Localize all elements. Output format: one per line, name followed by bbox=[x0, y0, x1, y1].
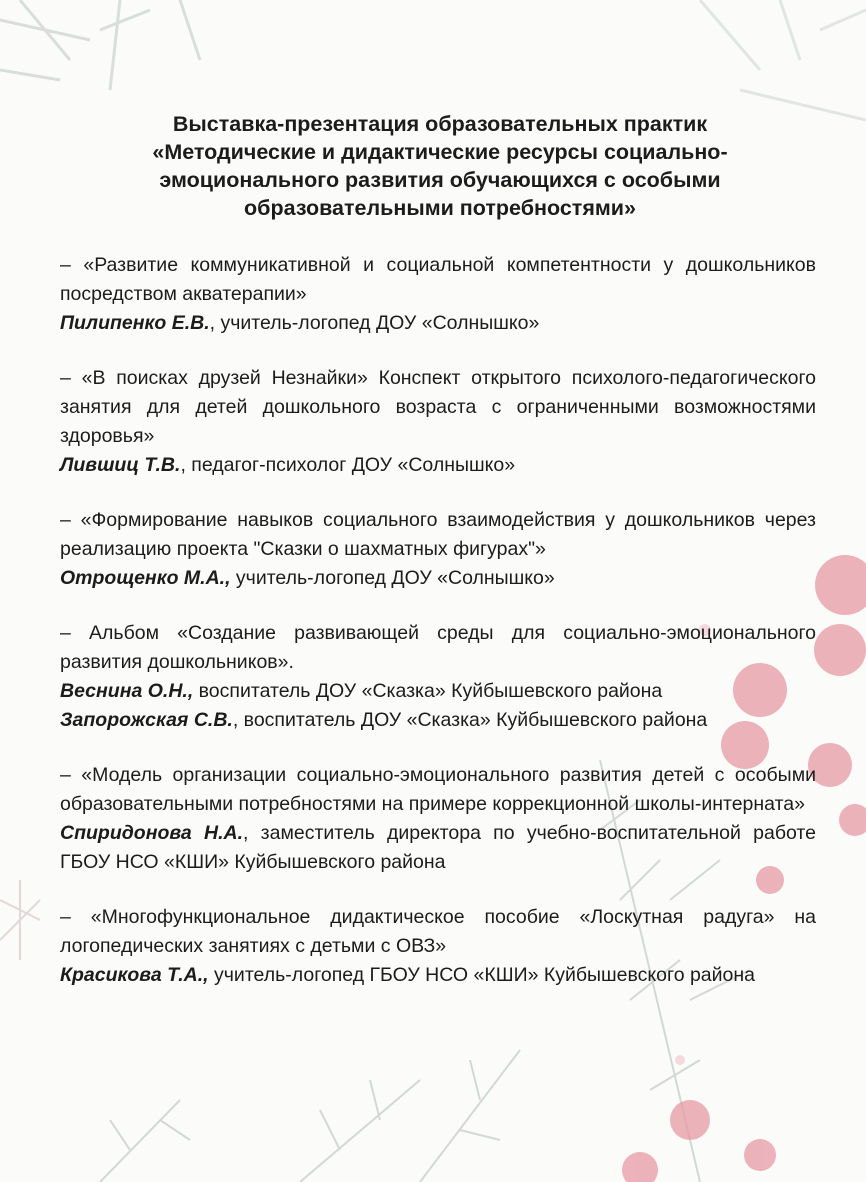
author-role: , воспитатель ДОУ «Сказка» Куйбышевского района bbox=[232, 709, 708, 731]
practice-entry bbox=[60, 761, 816, 877]
practice-entry bbox=[60, 903, 816, 990]
author-role: учитель-логопед ДОУ «Солнышко» bbox=[230, 567, 555, 589]
practice-entry bbox=[60, 364, 816, 480]
practice-author bbox=[60, 564, 816, 593]
practice-title: – «Формирование навыков социального взаимодействия у дошкольников через реализацию проекта "Сказки о шахматных фигурах"» bbox=[60, 509, 816, 560]
author-role: , заместитель директора по учебно-воспитательной работе ГБОУ НСО «КШИ» Куйбышевского района bbox=[60, 822, 816, 873]
document-title bbox=[60, 110, 820, 222]
practice-author bbox=[60, 451, 816, 480]
practice-title: – «Многофункциональное дидактическое пособие «Лоскутная радуга» на логопедических занятиях с детьми с ОВЗ» bbox=[60, 906, 816, 957]
title-line: образовательными потребностями» bbox=[244, 196, 636, 220]
practice-entry bbox=[60, 619, 816, 735]
practice-title: – «Развитие коммуникативной и социальной компетентности у дошкольников посредством акватерапии» bbox=[60, 254, 816, 305]
practice-entry bbox=[60, 506, 816, 593]
author-role: , педагог-психолог ДОУ «Солнышко» bbox=[180, 454, 516, 476]
author-name: Пилипенко Е.В. bbox=[60, 312, 210, 334]
author-name: Веснина О.Н., bbox=[60, 680, 194, 702]
author-role: воспитатель ДОУ «Сказка» Куйбышевского района bbox=[193, 680, 663, 702]
title-line: Выставка-презентация образовательных практик bbox=[172, 112, 708, 136]
title-line: «Методические и дидактические ресурсы социально- bbox=[152, 140, 728, 164]
author-name: Запорожская С.В. bbox=[60, 709, 233, 731]
author-name: Спиридонова Н.А. bbox=[60, 822, 243, 844]
author-name: Лившиц Т.В. bbox=[60, 454, 181, 476]
author-role: учитель-логопед ГБОУ НСО «КШИ» Куйбышевского района bbox=[208, 964, 756, 986]
practice-author bbox=[60, 309, 816, 338]
practice-entry bbox=[60, 251, 816, 338]
practice-author bbox=[60, 961, 816, 990]
practice-author bbox=[60, 677, 816, 706]
author-name: Красикова Т.А., bbox=[60, 964, 209, 986]
practice-author bbox=[60, 819, 816, 877]
practice-title: – «Модель организации социально-эмоционального развития детей с особыми образовательными потребностями на примере коррекционной школы-интерната» bbox=[60, 764, 816, 815]
author-name: Отрощенко М.А., bbox=[60, 567, 231, 589]
practice-list bbox=[60, 251, 816, 1016]
title-line: эмоционального развития обучающихся с особыми bbox=[159, 168, 721, 192]
author-role: , учитель-логопед ДОУ «Солнышко» bbox=[209, 312, 540, 334]
practice-title: – Альбом «Создание развивающей среды для социально-эмоционального развития дошкольников». bbox=[60, 622, 816, 673]
practice-author bbox=[60, 706, 816, 735]
practice-title: – «В поисках друзей Незнайки» Конспект открытого психолого-педагогического занятия для детей дошкольного возраста с ограниченными возможностями здоровья» bbox=[60, 367, 816, 447]
